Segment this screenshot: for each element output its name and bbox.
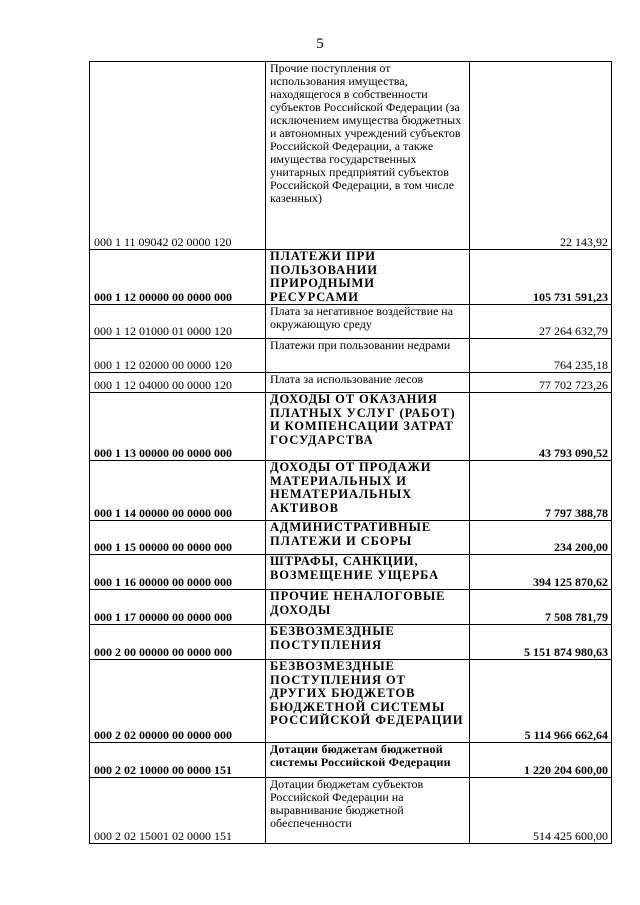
row-code: 000 1 13 00000 00 0000 000	[90, 393, 266, 461]
table-row	[90, 62, 612, 250]
table-row	[90, 393, 612, 461]
row-code: 000 2 02 00000 00 0000 000	[90, 660, 266, 743]
table-row	[90, 660, 612, 743]
row-code: 000 1 15 00000 00 0000 000	[90, 521, 266, 555]
table-row	[90, 461, 612, 521]
table-row	[90, 305, 612, 339]
row-name: ПРОЧИЕ НЕНАЛОГОВЫЕ ДОХОДЫ	[266, 590, 470, 625]
table-row	[90, 373, 612, 393]
table-row	[90, 250, 612, 305]
row-amount: 27 264 632,79	[470, 305, 612, 339]
table-row	[90, 590, 612, 625]
row-name: БЕЗВОЗМЕЗДНЫЕ ПОСТУПЛЕНИЯ	[266, 625, 470, 660]
row-amount: 7 508 781,79	[470, 590, 612, 625]
row-amount: 5 151 874 980,63	[470, 625, 612, 660]
row-amount: 77 702 723,26	[470, 373, 612, 393]
row-name: ПЛАТЕЖИ ПРИ ПОЛЬЗОВАНИИ ПРИРОДНЫМИ РЕСУРСАМИ	[266, 250, 470, 305]
table-row	[90, 339, 612, 373]
row-name: Плата за негативное воздействие на окружающую среду	[266, 305, 470, 339]
revenue-table	[89, 61, 612, 844]
row-amount: 22 143,92	[470, 62, 612, 250]
row-name: Плата за использование лесов	[266, 373, 470, 393]
table-row	[90, 625, 612, 660]
row-code: 000 1 17 00000 00 0000 000	[90, 590, 266, 625]
row-name: ДОХОДЫ ОТ ОКАЗАНИЯ ПЛАТНЫХ УСЛУГ (РАБОТ) И КОМПЕНСАЦИИ ЗАТРАТ ГОСУДАРСТВА	[266, 393, 470, 461]
row-name: АДМИНИСТРАТИВНЫЕ ПЛАТЕЖИ И СБОРЫ	[266, 521, 470, 555]
row-code: 000 1 12 02000 00 0000 120	[90, 339, 266, 373]
row-amount: 43 793 090,52	[470, 393, 612, 461]
table-row	[90, 521, 612, 555]
row-name: ДОХОДЫ ОТ ПРОДАЖИ МАТЕРИАЛЬНЫХ И НЕМАТЕРИАЛЬНЫХ АКТИВОВ	[266, 461, 470, 521]
row-amount: 234 200,00	[470, 521, 612, 555]
table-row	[90, 743, 612, 778]
row-code: 000 1 11 09042 02 0000 120	[90, 62, 266, 250]
row-amount: 1 220 204 600,00	[470, 743, 612, 778]
row-code: 000 2 02 15001 02 0000 151	[90, 778, 266, 844]
row-code: 000 2 00 00000 00 0000 000	[90, 625, 266, 660]
row-amount: 514 425 600,00	[470, 778, 612, 844]
page-number: 5	[316, 36, 324, 52]
row-name: Дотации бюджетам субъектов Российской Федерации на выравнивание бюджетной обеспеченности	[266, 778, 470, 844]
row-code: 000 1 12 00000 00 0000 000	[90, 250, 266, 305]
row-code: 000 1 14 00000 00 0000 000	[90, 461, 266, 521]
row-name: Платежи при пользовании недрами	[266, 339, 470, 373]
row-amount: 764 235,18	[470, 339, 612, 373]
row-code: 000 2 02 10000 00 0000 151	[90, 743, 266, 778]
row-amount: 105 731 591,23	[470, 250, 612, 305]
row-code: 000 1 16 00000 00 0000 000	[90, 555, 266, 590]
table-row	[90, 555, 612, 590]
row-name: Прочие поступления от использования имущества, находящегося в собственности субъектов Российской Федерации (за исключением имущества бюджетных и автономных учреждений субъектов Российской Федерации, а также имущества государственных унитарных предприятий субъектов Российской Федерации, в том числе казенных)	[266, 62, 470, 250]
row-name: Дотации бюджетам бюджетной системы Российской Федерации	[266, 743, 470, 778]
row-name: ШТРАФЫ, САНКЦИИ, ВОЗМЕЩЕНИЕ УЩЕРБА	[266, 555, 470, 590]
row-amount: 7 797 388,78	[470, 461, 612, 521]
row-name: БЕЗВОЗМЕЗДНЫЕ ПОСТУПЛЕНИЯ ОТ ДРУГИХ БЮДЖЕТОВ БЮДЖЕТНОЙ СИСТЕМЫ РОССИЙСКОЙ ФЕДЕРАЦИИ	[266, 660, 470, 743]
table-row	[90, 778, 612, 844]
row-code: 000 1 12 01000 01 0000 120	[90, 305, 266, 339]
row-amount: 394 125 870,62	[470, 555, 612, 590]
row-amount: 5 114 966 662,64	[470, 660, 612, 743]
row-code: 000 1 12 04000 00 0000 120	[90, 373, 266, 393]
